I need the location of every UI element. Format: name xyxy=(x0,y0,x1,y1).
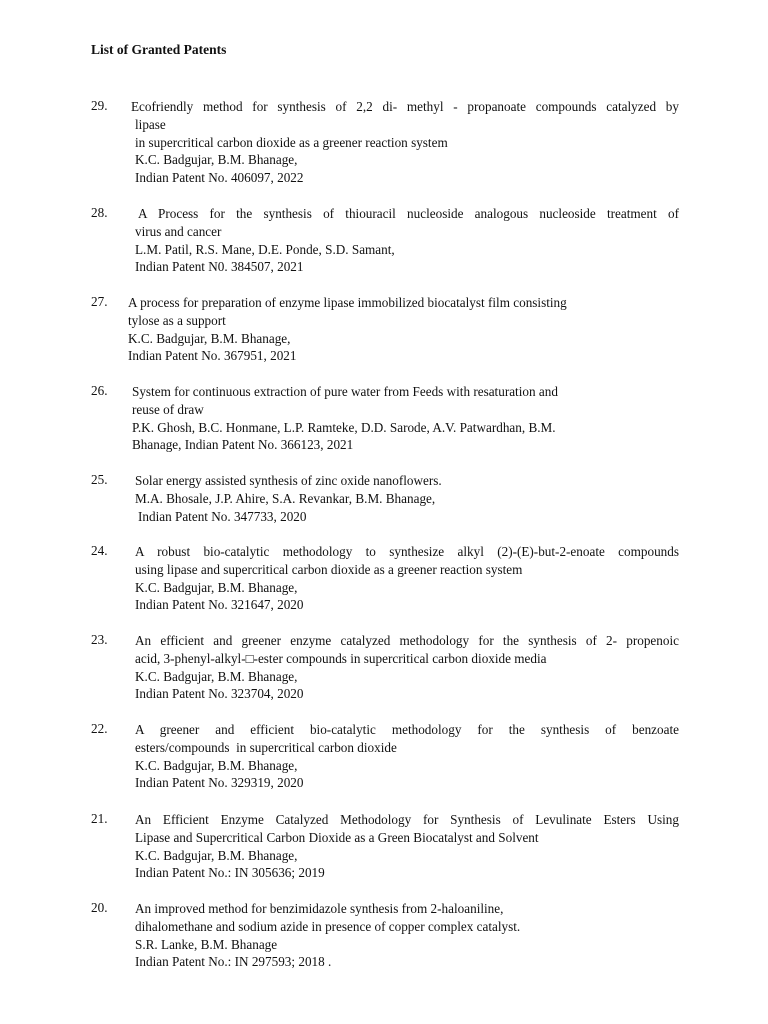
patent-number: 26. xyxy=(91,383,108,398)
patent-authors: K.C. Badgujar, B.M. Bhanage, xyxy=(135,668,298,684)
patent-title-line: An improved method for benzimidazole synthesis from 2-haloaniline, xyxy=(135,901,504,916)
patent-details xyxy=(131,98,679,187)
patent-details xyxy=(135,900,679,971)
patent-authors: K.C. Badgujar, B.M. Bhanage, xyxy=(135,152,298,168)
patent-number: 21. xyxy=(91,811,108,826)
patent-number: 22. xyxy=(91,721,108,736)
patent-id: Indian Patent No. 367951, 2021 xyxy=(128,348,297,364)
patent-number: 25. xyxy=(91,472,108,487)
patent-details xyxy=(135,543,679,614)
patent-title-line: A robust bio-catalytic methodology to synthesize alkyl (2)-(E)-but-2-enoate compounds xyxy=(135,544,679,559)
patent-id: Indian Patent N0. 384507, 2021 xyxy=(135,259,304,275)
patent-title-line: tylose as a support xyxy=(128,312,226,328)
patent-details xyxy=(135,632,679,703)
patent-authors: K.C. Badgujar, B.M. Bhanage, xyxy=(135,579,298,595)
patent-authors: S.R. Lanke, B.M. Bhanage xyxy=(135,936,278,952)
patent-title-line: in supercritical carbon dioxide as a greener reaction system xyxy=(135,134,448,150)
patent-id: Bhanage, Indian Patent No. 366123, 2021 xyxy=(132,437,354,453)
patent-title-line: acid, 3-phenyl-alkyl-□-ester compounds in supercritical carbon dioxide media xyxy=(135,650,547,666)
patent-title-line: virus and cancer xyxy=(135,223,222,239)
patent-details xyxy=(135,472,679,525)
patent-title-line: A greener and efficient bio-catalytic methodology for the synthesis of benzoate xyxy=(135,722,679,737)
patent-title-line: lipase xyxy=(135,116,166,132)
patent-number: 27. xyxy=(91,294,108,309)
patent-id: Indian Patent No. 347733, 2020 xyxy=(138,508,307,524)
patent-id: Indian Patent No. 406097, 2022 xyxy=(135,170,304,186)
patent-authors: K.C. Badgujar, B.M. Bhanage, xyxy=(135,757,298,773)
patent-title-line: Ecofriendly method for synthesis of 2,2 di- methyl - propanoate compounds catalyzed by xyxy=(131,99,679,114)
patent-authors: L.M. Patil, R.S. Mane, D.E. Ponde, S.D. Samant, xyxy=(135,241,395,257)
patent-title-line: A Process for the synthesis of thiouracil nucleoside analogous nucleoside treatment of xyxy=(138,206,679,221)
patent-id: Indian Patent No.: IN 305636; 2019 xyxy=(135,865,325,881)
patent-number: 20. xyxy=(91,900,108,915)
patent-title-line: esters/compounds in supercritical carbon dioxide xyxy=(135,739,397,755)
patent-title-line: An efficient and greener enzyme catalyzed methodology for the synthesis of 2- propenoic xyxy=(135,633,679,648)
patent-details xyxy=(128,294,672,365)
patent-authors: K.C. Badgujar, B.M. Bhanage, xyxy=(128,330,291,346)
page-title: List of Granted Patents xyxy=(91,42,227,57)
patent-title-line: System for continuous extraction of pure water from Feeds with resaturation and xyxy=(132,384,558,399)
patent-number: 28. xyxy=(91,205,108,220)
patent-number: 29. xyxy=(91,98,108,113)
patent-details xyxy=(135,205,679,276)
patent-id: Indian Patent No. 323704, 2020 xyxy=(135,686,304,702)
patent-authors: M.A. Bhosale, J.P. Ahire, S.A. Revankar, B.M. Bhanage, xyxy=(135,490,436,506)
patent-number: 23. xyxy=(91,632,108,647)
patent-details xyxy=(135,811,679,882)
patent-number: 24. xyxy=(91,543,108,558)
patent-title-line: using lipase and supercritical carbon dioxide as a greener reaction system xyxy=(135,561,523,577)
patent-title-line: Solar energy assisted synthesis of zinc oxide nanoflowers. xyxy=(135,473,442,488)
patent-id: Indian Patent No. 329319, 2020 xyxy=(135,775,304,791)
patent-id: Indian Patent No.: IN 297593; 2018 . xyxy=(135,954,332,970)
patent-details xyxy=(132,383,676,454)
patent-title-line: A process for preparation of enzyme lipase immobilized biocatalyst film consisting xyxy=(128,295,567,310)
patent-authors: P.K. Ghosh, B.C. Honmane, L.P. Ramteke, D.D. Sarode, A.V. Patwardhan, B.M. xyxy=(132,419,556,435)
patent-title-line: reuse of draw xyxy=(132,401,204,417)
patent-id: Indian Patent No. 321647, 2020 xyxy=(135,597,304,613)
patent-title-line: Lipase and Supercritical Carbon Dioxide as a Green Biocatalyst and Solvent xyxy=(135,829,539,845)
patent-title-line: dihalomethane and sodium azide in presence of copper complex catalyst. xyxy=(135,918,521,934)
patent-authors: K.C. Badgujar, B.M. Bhanage, xyxy=(135,847,298,863)
patent-details xyxy=(135,721,679,792)
patent-title-line: An Efficient Enzyme Catalyzed Methodology for Synthesis of Levulinate Esters Using xyxy=(135,812,679,827)
